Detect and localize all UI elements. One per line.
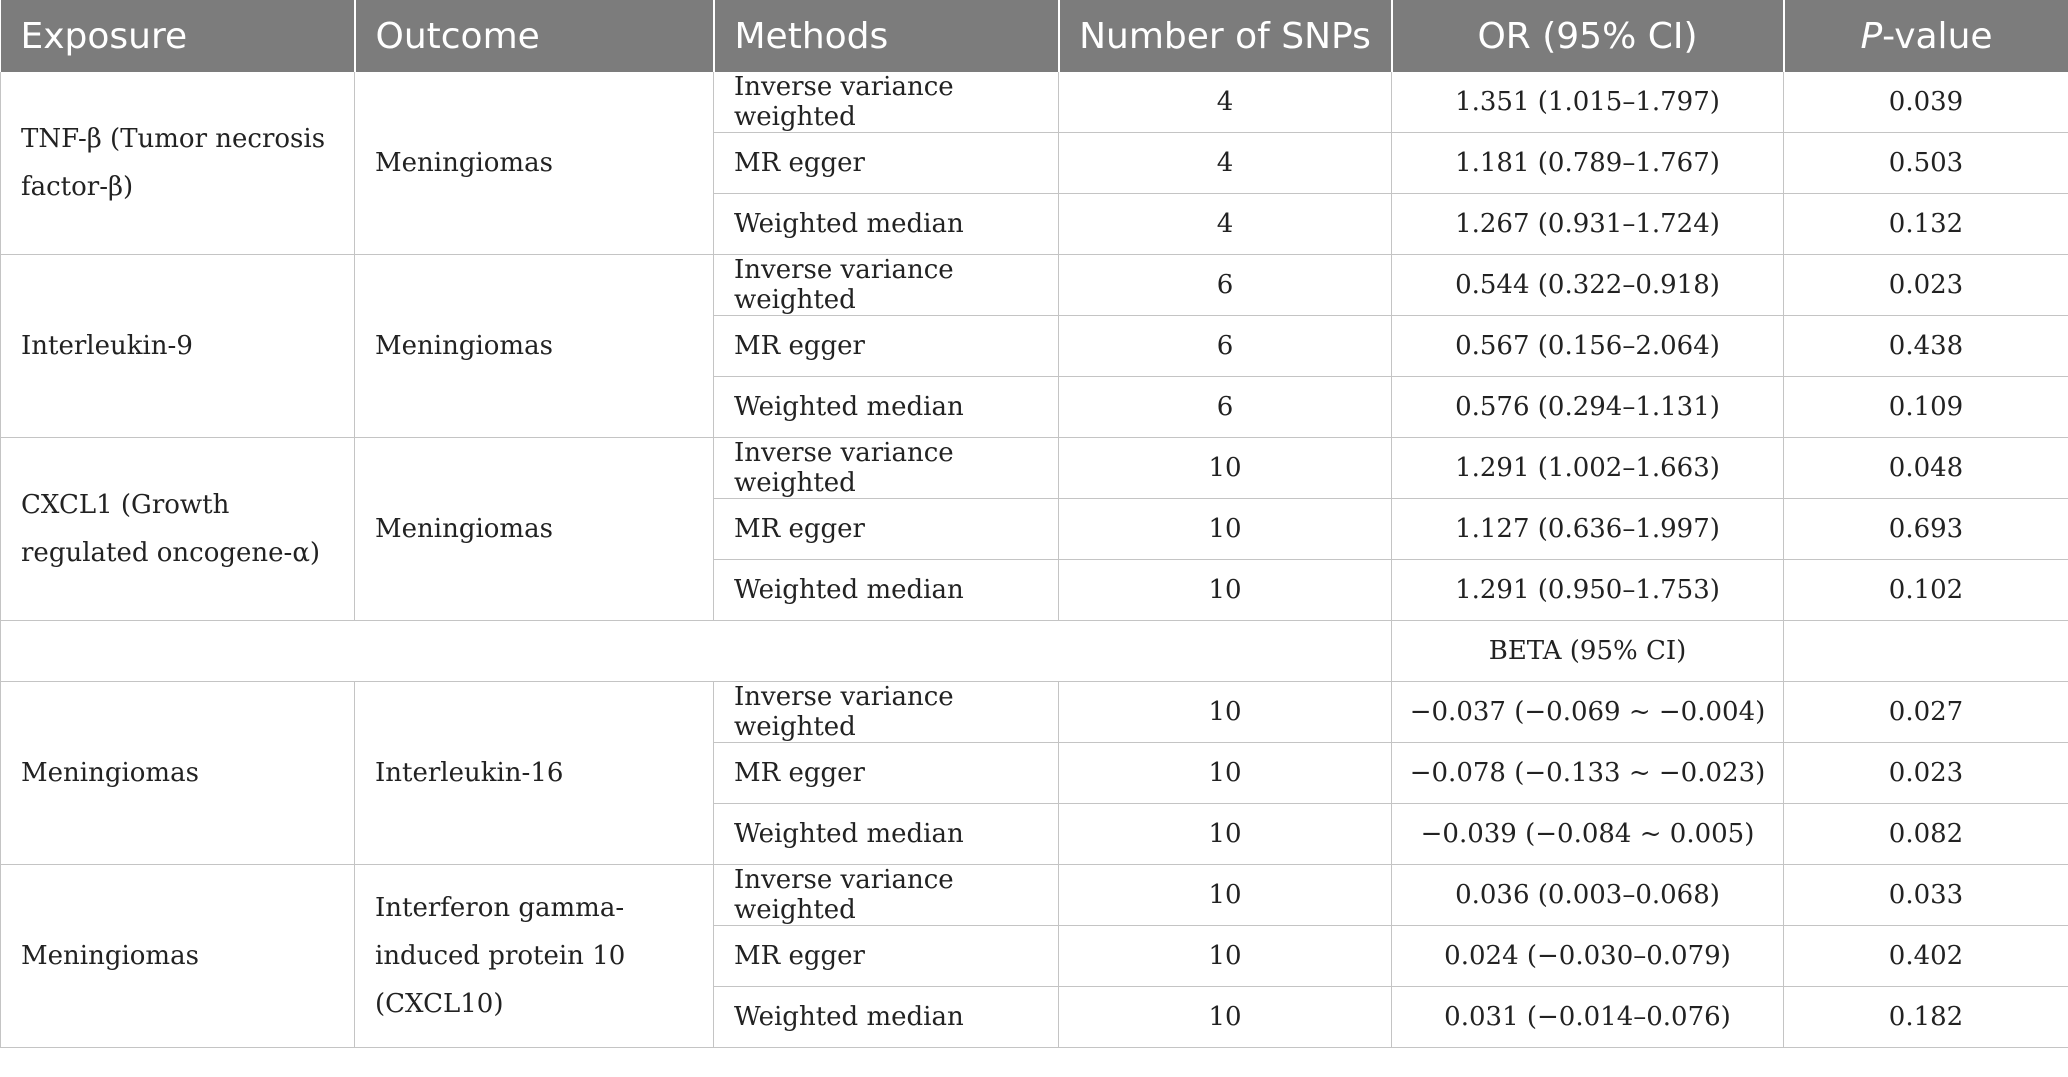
p-value-cell: 0.027 [1784,682,2068,743]
p-value-cell: 0.693 [1784,499,2068,560]
snps-cell: 6 [1059,377,1392,438]
outcome-cell: Meningiomas [355,438,714,621]
beta-spacer-cell [1,621,1392,682]
exposure-cell: TNF-β (Tumor necrosis factor-β) [1,72,355,255]
header-methods: Methods [714,0,1059,72]
snps-cell: 10 [1059,804,1392,865]
method-cell: MR egger [714,926,1059,987]
snps-cell: 4 [1059,72,1392,133]
exposure-cell: CXCL1 (Growth regulated oncogene-α) [1,438,355,621]
snps-cell: 10 [1059,560,1392,621]
estimate-cell: 1.351 (1.015–1.797) [1392,72,1784,133]
method-cell: Inverse variance weighted [714,438,1059,499]
table-row [1,438,2068,499]
estimate-cell: 0.024 (−0.030–0.079) [1392,926,1784,987]
outcome-cell: Interleukin-16 [355,682,714,865]
estimate-cell: −0.039 (−0.084 ~ 0.005) [1392,804,1784,865]
p-value-cell: 0.082 [1784,804,2068,865]
p-value-cell: 0.023 [1784,255,2068,316]
snps-cell: 10 [1059,499,1392,560]
estimate-cell: 1.291 (0.950–1.753) [1392,560,1784,621]
snps-cell: 10 [1059,743,1392,804]
snps-cell: 4 [1059,133,1392,194]
outcome-cell: Meningiomas [355,255,714,438]
estimate-cell: 1.267 (0.931–1.724) [1392,194,1784,255]
table-row [1,682,2068,743]
table-row [1,865,2068,926]
p-value-cell: 0.048 [1784,438,2068,499]
method-cell: Weighted median [714,377,1059,438]
estimate-cell: 0.544 (0.322–0.918) [1392,255,1784,316]
header-exposure: Exposure [1,0,355,72]
beta-empty-cell [1784,621,2068,682]
method-cell: Inverse variance weighted [714,255,1059,316]
method-cell: MR egger [714,499,1059,560]
snps-cell: 10 [1059,865,1392,926]
method-cell: Weighted median [714,804,1059,865]
header-p-suffix: -value [1882,15,1993,57]
estimate-cell: 0.036 (0.003–0.068) [1392,865,1784,926]
estimate-cell: 0.031 (−0.014–0.076) [1392,987,1784,1048]
method-cell: MR egger [714,743,1059,804]
p-value-cell: 0.182 [1784,987,2068,1048]
p-value-cell: 0.438 [1784,316,2068,377]
estimate-cell: 0.567 (0.156–2.064) [1392,316,1784,377]
method-cell: Weighted median [714,194,1059,255]
header-p-letter: P [1860,15,1883,57]
outcome-cell: Meningiomas [355,72,714,255]
method-cell: MR egger [714,316,1059,377]
header-row [1,0,2068,72]
method-cell: Inverse variance weighted [714,682,1059,743]
snps-cell: 6 [1059,316,1392,377]
exposure-cell: Interleukin-9 [1,255,355,438]
p-value-cell: 0.039 [1784,72,2068,133]
snps-cell: 10 [1059,987,1392,1048]
estimate-cell: −0.037 (−0.069 ~ −0.004) [1392,682,1784,743]
header-outcome: Outcome [355,0,714,72]
estimate-cell: −0.078 (−0.133 ~ −0.023) [1392,743,1784,804]
estimate-cell: 0.576 (0.294–1.131) [1392,377,1784,438]
table-row [1,72,2068,133]
beta-subheader-row [1,621,2068,682]
p-value-cell: 0.109 [1784,377,2068,438]
snps-cell: 10 [1059,682,1392,743]
snps-cell: 10 [1059,438,1392,499]
p-value-cell: 0.023 [1784,743,2068,804]
p-value-cell: 0.102 [1784,560,2068,621]
method-cell: Inverse variance weighted [714,72,1059,133]
header-p-value [1784,0,2068,72]
snps-cell: 6 [1059,255,1392,316]
estimate-cell: 1.291 (1.002–1.663) [1392,438,1784,499]
exposure-cell: Meningiomas [1,865,355,1048]
estimate-cell: 1.127 (0.636–1.997) [1392,499,1784,560]
p-value-cell: 0.132 [1784,194,2068,255]
estimate-cell: 1.181 (0.789–1.767) [1392,133,1784,194]
p-value-cell: 0.402 [1784,926,2068,987]
method-cell: Weighted median [714,560,1059,621]
snps-cell: 10 [1059,926,1392,987]
p-value-cell: 0.033 [1784,865,2068,926]
method-cell: Weighted median [714,987,1059,1048]
exposure-cell: Meningiomas [1,682,355,865]
beta-header-cell: BETA (95% CI) [1392,621,1784,682]
p-value-cell: 0.503 [1784,133,2068,194]
table-row [1,255,2068,316]
snps-cell: 4 [1059,194,1392,255]
method-cell: Inverse variance weighted [714,865,1059,926]
outcome-cell: Interferon gamma-induced protein 10 (CXCL10) [355,865,714,1048]
header-or: OR (95% CI) [1392,0,1784,72]
header-snps: Number of SNPs [1059,0,1392,72]
method-cell: MR egger [714,133,1059,194]
